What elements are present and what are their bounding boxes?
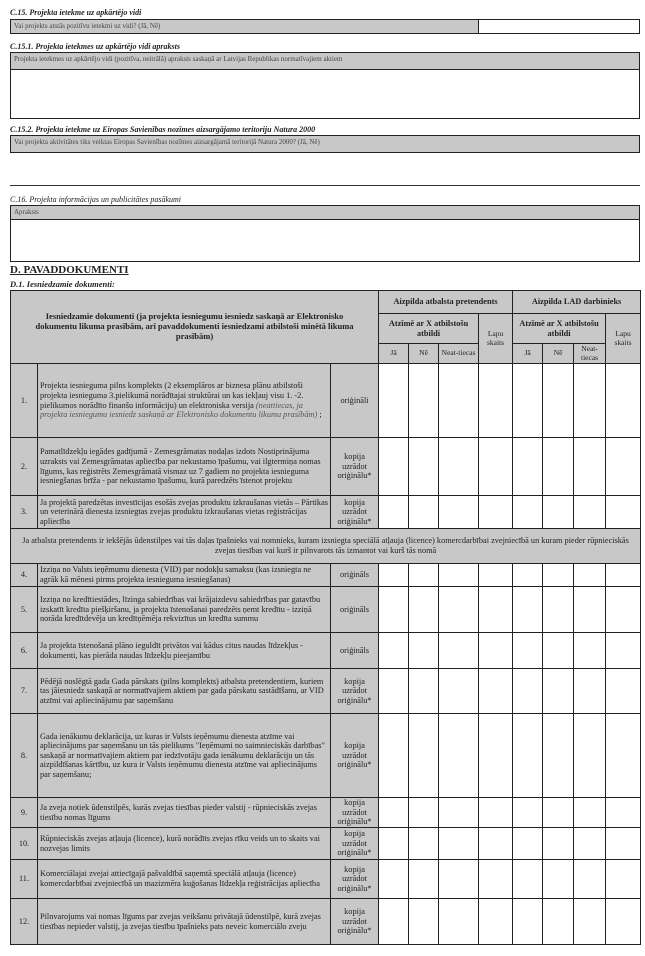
table-row	[11, 438, 641, 496]
lad-yes-input[interactable]	[513, 496, 543, 529]
c152-question: Vai projekta aktivitātes tiks veiktas Eiropas Savienības nozīmes aizsargājamā teritorijā Natura 2000? (Jā, Nē)	[10, 135, 640, 153]
applicant-yes-input[interactable]	[379, 860, 409, 899]
lad-no-input[interactable]	[543, 496, 574, 529]
document-description: Rūpnieciskās zvejas atļauja (licence), kurā norādīts zvejas rīku veids un to skaits vai nozvejas limits	[40, 833, 320, 853]
applicant-na-input[interactable]	[439, 587, 479, 633]
lad-pages-input[interactable]	[606, 564, 641, 587]
lad-pages-input[interactable]	[606, 714, 641, 798]
table-row	[11, 714, 641, 798]
c152-title: C.15.2. Projekta ietekme uz Eiropas Savienības nozīmes aizsargājamo teritoriju Natura 2000	[10, 125, 316, 134]
applicant-pages-input[interactable]	[479, 564, 513, 587]
applicant-no-input[interactable]	[409, 860, 439, 899]
yes-header: Jā	[379, 344, 409, 364]
row-number: 5.	[11, 587, 38, 633]
applicant-no-input[interactable]	[409, 828, 439, 860]
lad-pages-input[interactable]	[606, 669, 641, 714]
applicant-na-input[interactable]	[439, 714, 479, 798]
document-cell	[38, 564, 331, 587]
lad-na-input[interactable]	[574, 899, 606, 945]
applicant-pages-input[interactable]	[479, 438, 513, 496]
row-number: 11.	[11, 860, 38, 899]
document-type: kopija uzrādot oriģinālu*	[331, 714, 379, 798]
c15-question: Vai projekts atstās pozitīvu ietekmi uz vidi? (Jā, Nē)	[10, 19, 479, 34]
row-number: 7.	[11, 669, 38, 714]
lad-yes-input[interactable]	[513, 633, 543, 669]
table-row	[11, 798, 641, 828]
applicant-no-input[interactable]	[409, 438, 439, 496]
document-type: kopija uzrādot oriģinālu*	[331, 798, 379, 828]
document-type: kopija uzrādot oriģinālu*	[331, 438, 379, 496]
lad-pages-input[interactable]	[606, 828, 641, 860]
document-description: Izziņa no kredītiestādes, līzinga sabiedrības vai krājaizdevu sabiedrības par gatavību izskatīt kredīta piešķiršanu, ja projekta īstenošanai paredzēts ņemt kredītu - izziņā norāda kredītdevēja un kredītņēmēja rekvizītus un kredīta summu	[40, 595, 321, 624]
lad-na-input[interactable]	[574, 633, 606, 669]
applicant-no-input[interactable]	[409, 587, 439, 633]
applicant-na-input[interactable]	[439, 438, 479, 496]
row-number: 2.	[11, 438, 38, 496]
c151-description-input[interactable]	[10, 70, 640, 119]
applicant-group-header: Aizpilda atbalsta pretendents	[379, 291, 513, 314]
lad-yes-input[interactable]	[513, 828, 543, 860]
lad-na-input[interactable]	[574, 364, 606, 438]
lad-no-input[interactable]	[543, 828, 574, 860]
document-type: kopija uzrādot oriģinālu*	[331, 669, 379, 714]
document-cell	[38, 714, 331, 798]
document-description: Izziņa no Valsts ieņēmumu dienesta (VID) par nodokļu samaksu (kas izsniegta ne agrāk kā mēnesi pirms projekta iesnieguma iesniegšanas)	[40, 565, 312, 584]
lad-pages-input[interactable]	[606, 633, 641, 669]
applicant-pages-input[interactable]	[479, 496, 513, 529]
applicant-yes-input[interactable]	[379, 587, 409, 633]
applicant-no-input[interactable]	[409, 496, 439, 529]
row-number: 10.	[11, 828, 38, 860]
applicant-na-input[interactable]	[439, 633, 479, 669]
table-row	[11, 496, 641, 529]
document-cell	[38, 669, 331, 714]
applicant-no-input[interactable]	[409, 899, 439, 945]
document-type: oriģināli	[331, 364, 379, 438]
section-row: Ja atbalsta pretendents ir iekšējās ūdenstilpes vai tās daļas īpašnieks vai nomnieks, kuram izsniegta speciālā atļauja (licence) komercdarbībai zvejniecībā un kuram pieder rūpnieciskās zvejas tiesības vai kurš ir pilnvarots tās izmantot vai kurš tās nomā	[11, 529, 641, 564]
section-d1-title: D.1. Iesniedzamie dokumenti:	[10, 279, 115, 289]
document-description: Projekta iesnieguma pilns komplekts (2 eksemplāros ar biznesa plānu atbilstoši projekta iesnieguma 3.pielikumā norādītajai struktūrai un kas iekļauj visu 1. -2. pielikumos norādīto finanšu informāciju) un elektroniska versija	[40, 381, 304, 410]
applicant-pages-input[interactable]	[479, 860, 513, 899]
lad-yes-input[interactable]	[513, 564, 543, 587]
lad-pages-input[interactable]	[606, 438, 641, 496]
c16-description-input[interactable]	[10, 220, 640, 262]
lad-yes-input[interactable]	[513, 364, 543, 438]
applicant-na-input[interactable]	[439, 828, 479, 860]
c15-title: C.15. Projekta ietekme uz apkārtējo vidi	[10, 8, 142, 17]
lad-na-input[interactable]	[574, 714, 606, 798]
lad-na-input[interactable]	[574, 564, 606, 587]
lad-yes-input[interactable]	[513, 587, 543, 633]
applicant-yes-input[interactable]	[379, 438, 409, 496]
applicant-na-input[interactable]	[439, 860, 479, 899]
row-number: 3.	[11, 496, 38, 529]
document-description: Pamatlīdzekļu iegādes gadījumā - Zemesgrāmatas nodaļas izdots Nostiprinājuma uzraksts vai Zemesgrāmatas apliecība par nekustamo īpašumu, vai ilgtermiņa nomas līgums, kas reģistrēts Zemesgrāmatā vismaz uz 7 gadiem no projekta iesnieguma iesniegšanas brīža - par nekustamo īpašumu, kurā paredzēts īstenot projektu	[40, 447, 321, 486]
document-type: kopija uzrādot oriģinālu*	[331, 828, 379, 860]
lad-na-input[interactable]	[574, 860, 606, 899]
document-cell	[38, 798, 331, 828]
c15-answer-input[interactable]	[478, 19, 640, 34]
lad-no-input[interactable]	[543, 364, 574, 438]
document-cell	[38, 364, 331, 438]
document-cell	[38, 828, 331, 860]
table-row	[11, 828, 641, 860]
pages-header: Lapu skaits	[606, 314, 641, 364]
lad-no-input[interactable]	[543, 587, 574, 633]
document-description: Gada ienākumu deklarācija, uz kuras ir Valsts ieņēmumu dienesta atzīme vai apliecinājums par saņemšanu un tās pielikums "Ieņēmumi no saimnieciskās darbības" saskaņā ar normatīvajiem aktiem par iedzīvotāju gada ienākumu deklarāciju un tās aizpildīšanas kārtību, uz kura ir Valsts ieņēmumu dienesta atzīme vai apliecinājums par saņemšanu;	[40, 731, 325, 779]
no-header: Nē	[409, 344, 439, 364]
row-number: 6.	[11, 633, 38, 669]
row-number: 8.	[11, 714, 38, 798]
mark-header: Atzīmē ar X atbilstošu atbildi	[513, 314, 606, 344]
applicant-yes-input[interactable]	[379, 714, 409, 798]
document-type: kopija uzrādot oriģinālu*	[331, 496, 379, 529]
lad-na-input[interactable]	[574, 828, 606, 860]
lad-yes-input[interactable]	[513, 899, 543, 945]
lad-na-input[interactable]	[574, 438, 606, 496]
document-type: kopija uzrādot oriģinālu*	[331, 899, 379, 945]
applicant-pages-input[interactable]	[479, 899, 513, 945]
row-number: 4.	[11, 564, 38, 587]
applicant-na-input[interactable]	[439, 798, 479, 828]
document-description: Ja projektā paredzētas investīcijas esošās zvejas produktu izkraušanas vietās – Pārtikas un veterinārā dienesta izsniegtas zvejas produktu izkraušanas vietas reģistrācijas apliecība	[40, 497, 328, 526]
table-row	[11, 899, 641, 945]
document-cell	[38, 438, 331, 496]
lad-no-input[interactable]	[543, 899, 574, 945]
table-row	[11, 587, 641, 633]
row-number: 1.	[11, 364, 38, 438]
no-header: Nē	[543, 344, 574, 364]
documents-header: Iesniedzamie dokumenti (ja projekta iesniegumu iesniedz saskaņā ar Elektronisko dokumentu likuma prasībām, arī pavaddokumenti iesniedzami atbilstoši minētā likuma prasībām)	[11, 291, 379, 364]
documents-table	[10, 290, 641, 945]
applicant-na-input[interactable]	[439, 669, 479, 714]
lad-pages-input[interactable]	[606, 364, 641, 438]
document-cell	[38, 860, 331, 899]
lad-na-input[interactable]	[574, 798, 606, 828]
lad-yes-input[interactable]	[513, 669, 543, 714]
applicant-na-input[interactable]	[439, 899, 479, 945]
table-row	[11, 364, 641, 438]
document-type: oriģināls	[331, 633, 379, 669]
lad-no-input[interactable]	[543, 669, 574, 714]
document-cell	[38, 587, 331, 633]
applicant-no-input[interactable]	[409, 714, 439, 798]
document-cell	[38, 899, 331, 945]
lad-na-input[interactable]	[574, 669, 606, 714]
c151-title: C.15.1. Projekta ietekmes uz apkārtējo vidi apraksts	[10, 42, 180, 51]
lad-na-input[interactable]	[574, 496, 606, 529]
document-description: Komerciālajai zvejai attiecīgajā pašvaldībā saņemtā speciālā atļauja (licence) komercdarbībai zvejniecībā un mazizmēra kuģošanas līdzekļa reģistrācijas apliecība	[40, 869, 320, 888]
document-type: kopija uzrādot oriģinālu*	[331, 860, 379, 899]
lad-yes-input[interactable]	[513, 438, 543, 496]
applicant-yes-input[interactable]	[379, 899, 409, 945]
yes-header: Jā	[513, 344, 543, 364]
applicant-no-input[interactable]	[409, 669, 439, 714]
lad-pages-input[interactable]	[606, 899, 641, 945]
applicant-pages-input[interactable]	[479, 798, 513, 828]
lad-group-header: Aizpilda LAD darbinieks	[513, 291, 641, 314]
table-row	[11, 860, 641, 899]
applicant-yes-input[interactable]	[379, 364, 409, 438]
section-d-title: D. PAVADDOKUMENTI	[10, 264, 129, 276]
document-note: (neattiecas, ja projekta iesniegumu iesniedz saskaņā ar Elektronisko dokumentu likumu prasībām)	[40, 400, 318, 420]
applicant-na-input[interactable]	[439, 564, 479, 587]
pages-header: Lapu skaits	[479, 314, 513, 364]
lad-no-input[interactable]	[543, 564, 574, 587]
lad-no-input[interactable]	[543, 438, 574, 496]
lad-yes-input[interactable]	[513, 798, 543, 828]
row-number: 12.	[11, 899, 38, 945]
document-description: Ja projekta īstenošanā plāno ieguldīt privātos vai kādus citus naudas līdzekļus - dokumenti, kas pierāda naudas līdzekļu pieejamību	[40, 640, 303, 660]
mark-header: Atzīmē ar X atbilstošu atbildi	[379, 314, 479, 344]
lad-pages-input[interactable]	[606, 587, 641, 633]
document-cell	[38, 633, 331, 669]
lad-yes-input[interactable]	[513, 860, 543, 899]
applicant-no-input[interactable]	[409, 564, 439, 587]
document-cell	[38, 496, 331, 529]
document-type: oriģināls	[331, 587, 379, 633]
applicant-na-input[interactable]	[439, 496, 479, 529]
lad-yes-input[interactable]	[513, 714, 543, 798]
applicant-yes-input[interactable]	[379, 828, 409, 860]
lad-pages-input[interactable]	[606, 798, 641, 828]
applicant-no-input[interactable]	[409, 364, 439, 438]
lad-no-input[interactable]	[543, 860, 574, 899]
na-header: Neat-tiecas	[439, 344, 479, 364]
table-row	[11, 564, 641, 587]
table-row	[11, 669, 641, 714]
document-description: Pilnvarojums vai nomas līgums par zvejas veikšanu privātajā ūdenstilpē, kurā zvejas tiesības nepieder valstij, ja zvejas tiesību īpašnieks pats neveic komerciālo zveju	[40, 911, 321, 931]
applicant-yes-input[interactable]	[379, 496, 409, 529]
lad-pages-input[interactable]	[606, 496, 641, 529]
lad-na-input[interactable]	[574, 587, 606, 633]
applicant-pages-input[interactable]	[479, 669, 513, 714]
table-row	[11, 633, 641, 669]
applicant-no-input[interactable]	[409, 633, 439, 669]
c16-title: C.16. Projekta informācijas un publicitātes pasākumi	[10, 195, 182, 204]
na-header: Neat-tiecas	[574, 344, 606, 364]
applicant-pages-input[interactable]	[479, 714, 513, 798]
document-type: oriģināls	[331, 564, 379, 587]
c16-label: Apraksts	[10, 205, 640, 220]
applicant-pages-input[interactable]	[479, 587, 513, 633]
applicant-pages-input[interactable]	[479, 828, 513, 860]
c151-label: Projekta ietekmes uz apkārtējo vidi (pozitīva, neitrālā) apraksts saskaņā ar Latvijas Republikas normatīvajiem aktiem	[10, 52, 640, 70]
applicant-no-input[interactable]	[409, 798, 439, 828]
document-note-tail: ;	[317, 410, 322, 420]
applicant-yes-input[interactable]	[379, 633, 409, 669]
applicant-pages-input[interactable]	[479, 633, 513, 669]
divider	[10, 185, 640, 186]
applicant-pages-input[interactable]	[479, 364, 513, 438]
row-number: 9.	[11, 798, 38, 828]
applicant-yes-input[interactable]	[379, 564, 409, 587]
lad-no-input[interactable]	[543, 798, 574, 828]
document-description: Pēdējā noslēgtā gada Gada pārskats (pilns komplekts) atbalsta pretendentiem, kuriem tas jāiesniedz saskaņā ar normatīvajiem aktiem par gada pārskatu sastādīšanu, ar VID atzīmi vai apliecinājumu par saņemšanu	[40, 676, 324, 705]
document-description: Ja zveja notiek ūdenstilpēs, kurās zvejas tiesības pieder valstij - rūpnieciskās zvejas tiesību nomas līgums	[40, 802, 317, 822]
lad-no-input[interactable]	[543, 714, 574, 798]
applicant-yes-input[interactable]	[379, 669, 409, 714]
lad-pages-input[interactable]	[606, 860, 641, 899]
applicant-na-input[interactable]	[439, 364, 479, 438]
lad-no-input[interactable]	[543, 633, 574, 669]
applicant-yes-input[interactable]	[379, 798, 409, 828]
